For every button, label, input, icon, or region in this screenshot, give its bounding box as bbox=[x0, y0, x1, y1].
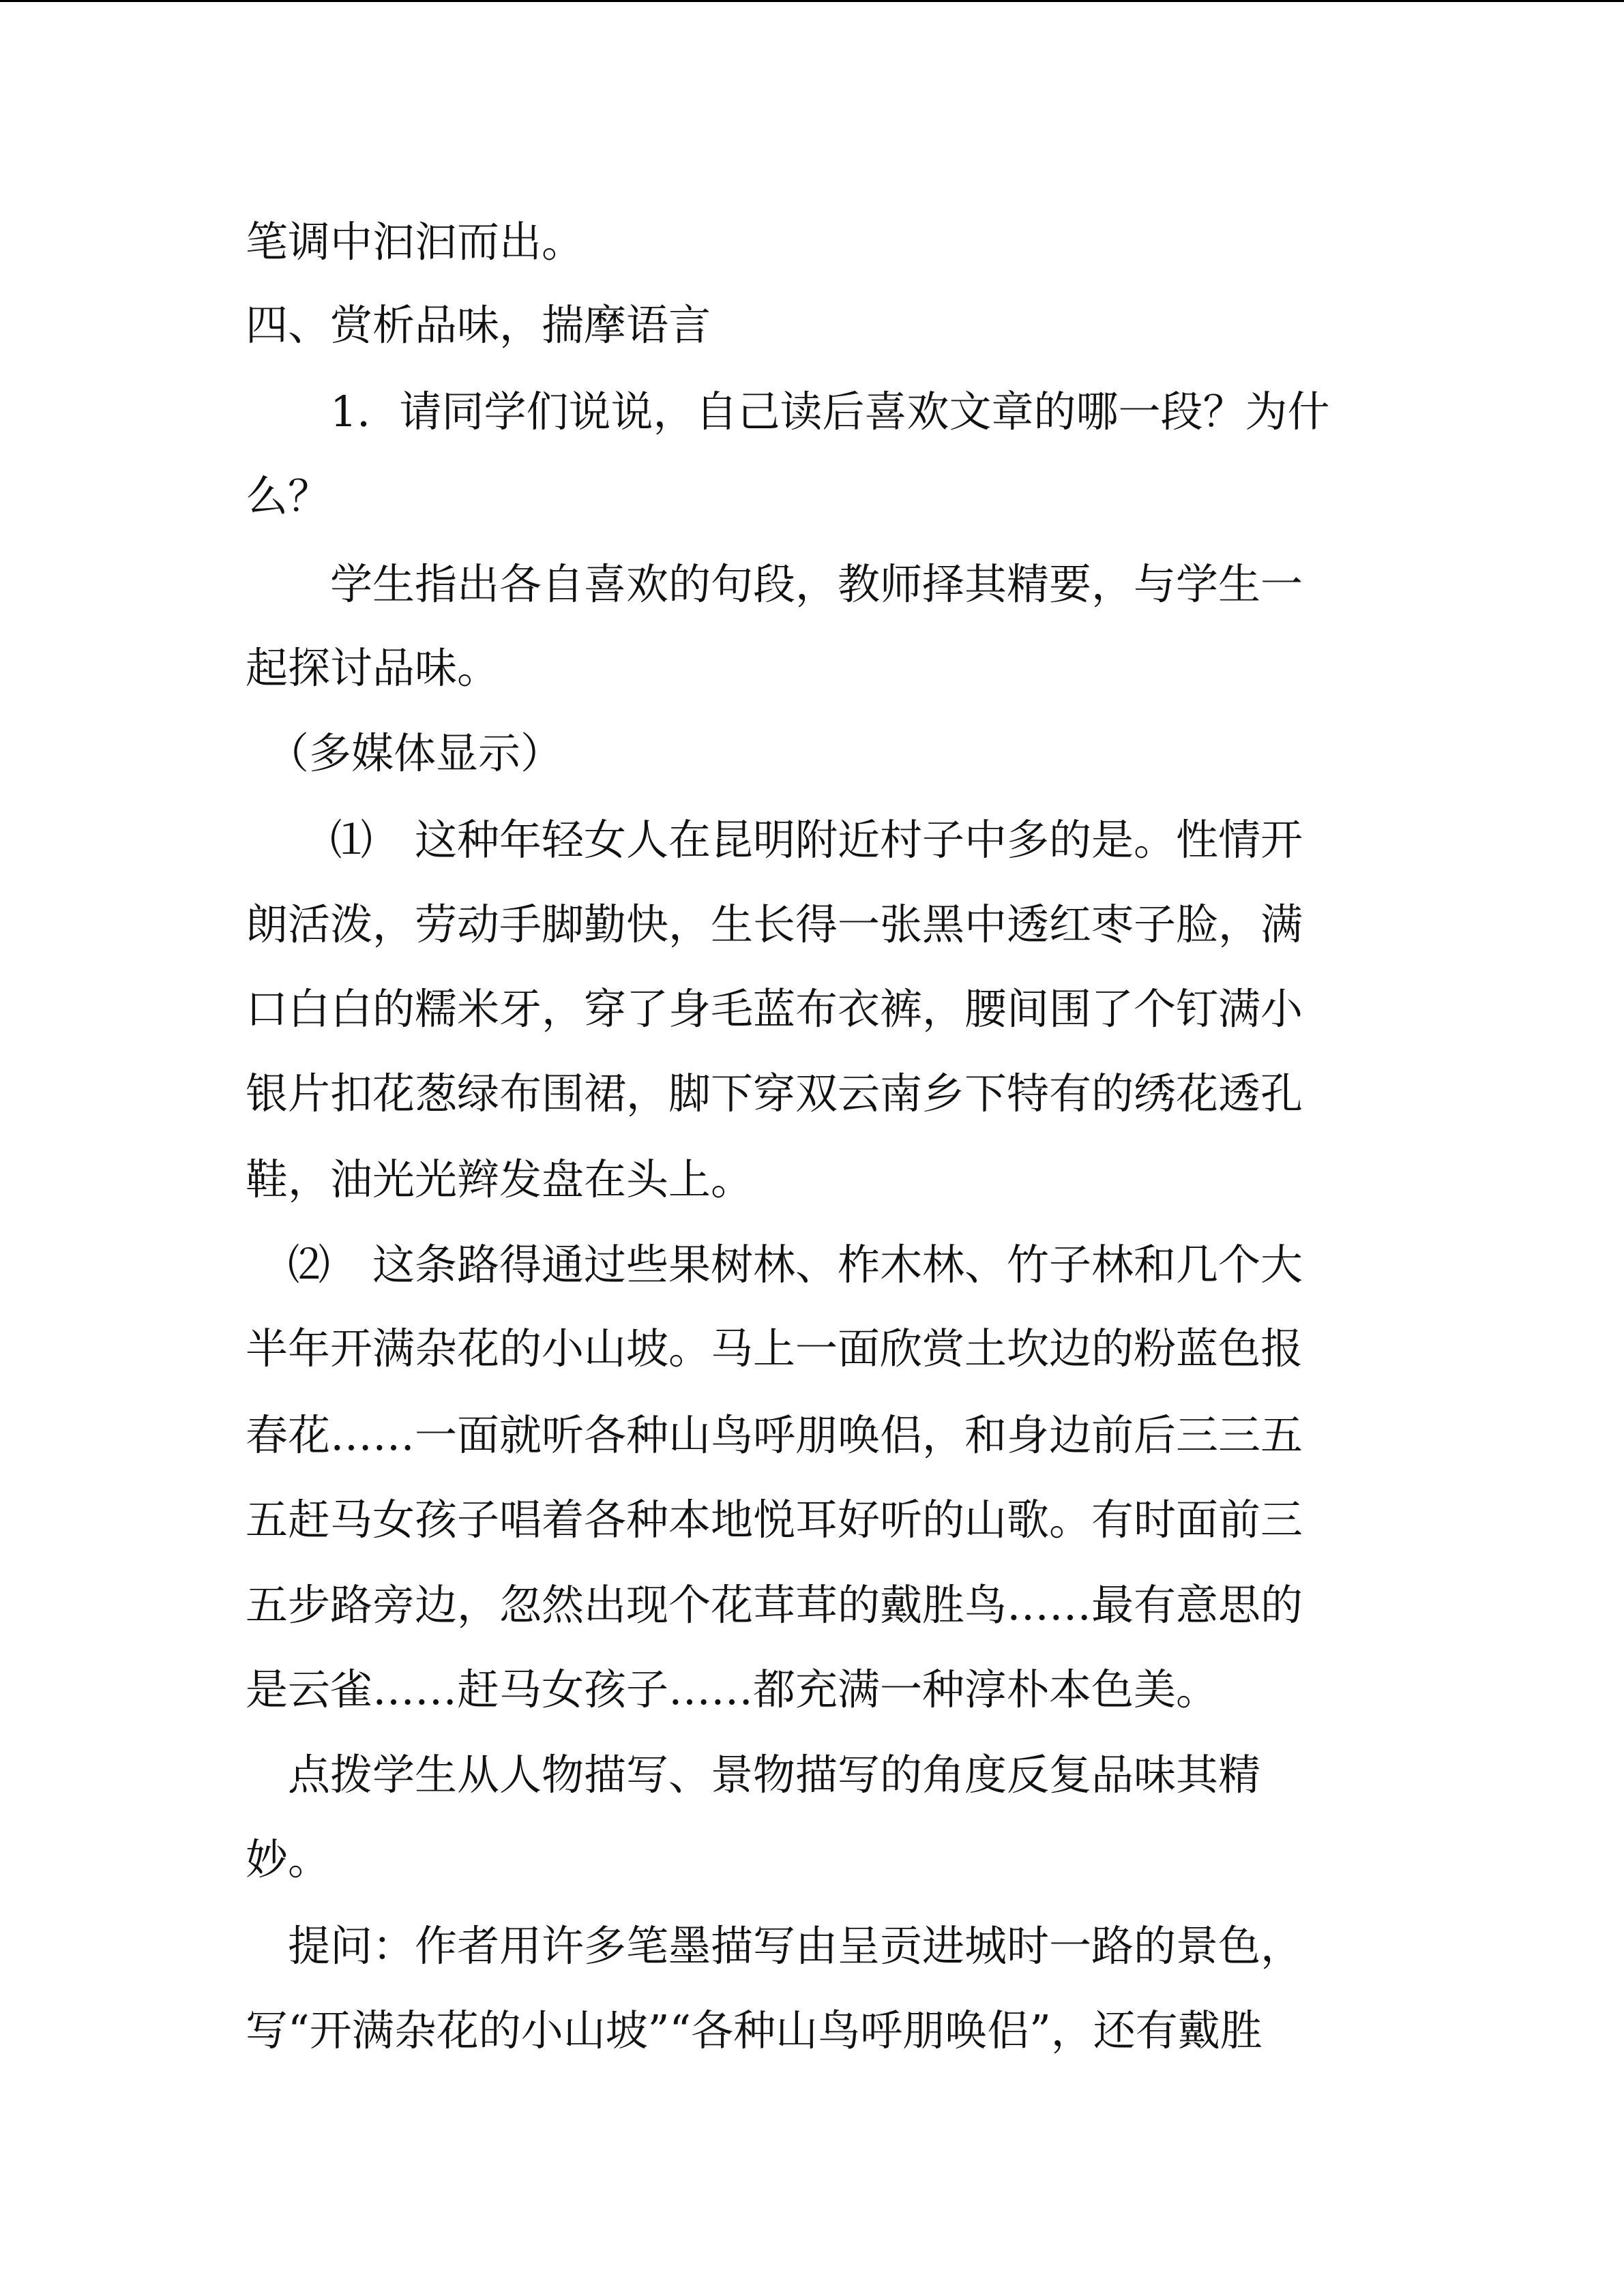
text-line-1: 笔调中汩汩而出。 bbox=[246, 217, 585, 267]
text-line-21: 提问：作者用许多笔墨描写由呈贡进城时一路的景色， bbox=[246, 1921, 1303, 1971]
text-line-17: 五步路旁边，忽然出现个花茸茸的戴胜鸟……最有意思的 bbox=[246, 1580, 1303, 1630]
text-line-6: 起探讨品味。 bbox=[246, 643, 500, 693]
text-line-20: 妙。 bbox=[246, 1834, 331, 1884]
text-line-5: 学生指出各自喜欢的句段，教师择其精要，与学生一 bbox=[246, 559, 1303, 609]
text-line-22: 写“开满杂花的小山坡”“各种山鸟呼朋唤侣”，还有戴胜 bbox=[246, 2006, 1263, 2055]
text-line-4: 么？ bbox=[246, 471, 331, 521]
text-line-8: ⑴ 这种年轻女人在昆明附近村子中多的是。性情开 bbox=[246, 815, 1303, 865]
text-line-19: 点拨学生从人物描写、景物描写的角度反复品味其精 bbox=[246, 1750, 1261, 1800]
text-line-18: 是云雀……赶马女孩子……都充满一种淳朴本色美。 bbox=[246, 1665, 1219, 1714]
text-line-11: 银片扣花葱绿布围裙，脚下穿双云南乡下特有的绣花透孔 bbox=[246, 1069, 1303, 1118]
text-line-16: 五赶马女孩子唱着各种本地悦耳好听的山歌。有时面前三 bbox=[246, 1495, 1303, 1545]
text-line-7: （多媒体显示） bbox=[246, 728, 563, 778]
text-line-13: ⑵ 这条路得通过些果树林、柞木林、竹子林和几个大 bbox=[246, 1240, 1303, 1289]
text-line-15: 春花……一面就听各种山鸟呼朋唤侣，和身边前后三三五 bbox=[246, 1410, 1303, 1460]
text-line-12: 鞋，油光光辫发盘在头上。 bbox=[246, 1154, 754, 1204]
text-line-10: 口白白的糯米牙，穿了身毛蓝布衣裤，腰间围了个钉满小 bbox=[246, 984, 1303, 1034]
text-line-14: 半年开满杂花的小山坡。马上一面欣赏土坎边的粉蓝色报 bbox=[246, 1324, 1303, 1373]
section-heading: 四、赏析品味，揣摩语言 bbox=[246, 300, 711, 350]
text-line-9: 朗活泼，劳动手脚勤快，生长得一张黑中透红枣子脸，满 bbox=[246, 899, 1303, 949]
text-line-3: 1．请同学们说说，自己读后喜欢文章的哪一段？为什 bbox=[246, 387, 1330, 436]
